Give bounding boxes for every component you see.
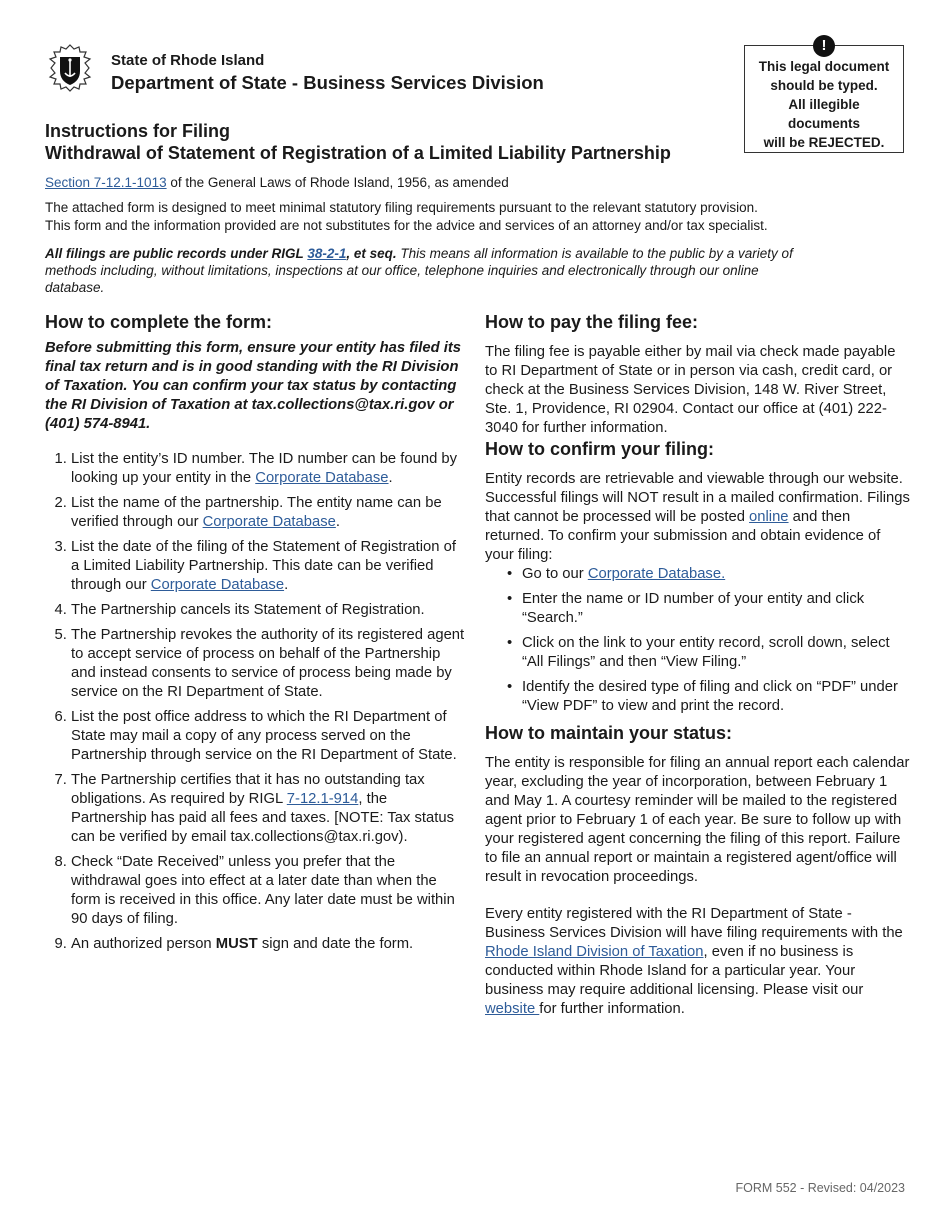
confirm-steps-list	[485, 565, 910, 716]
statute-text: of the General Laws of Rhode Island, 1956, as amended	[166, 175, 509, 190]
exclamation-icon: !	[813, 35, 835, 57]
disclaimer-line: The attached form is designed to meet minimal statutory filing requirements pursuant to the relevant statutory provision.	[45, 200, 758, 215]
step-9: 9. An authorized person MUST sign and date the form.	[71, 935, 465, 954]
corporate-database-link[interactable]: Corporate Database.	[587, 566, 726, 582]
steps-list	[45, 450, 465, 954]
confirm-step: • Identify the desired type of filing and click on “PDF” under “View PDF” to view and print the record.	[522, 678, 910, 716]
step-2: 2. List the name of the partnership. The entity name can be verified through our Corporate Database.	[71, 494, 465, 532]
warning-line: This legal document	[758, 59, 890, 74]
pay-fee-text: The filing fee is payable either by mail via check made payable to RI Department of State or in person via cash, credit card, or check at the Business Services Division, 148 W. River Street, Ste. 1, Providence, RI 02904. Contact our office at (401) 222-3040 for further information.	[485, 344, 896, 436]
page-title-line2: Withdrawal of Statement of Registration of a Limited Liability Partnership	[45, 143, 671, 163]
complete-form-heading: How to complete the form:	[45, 312, 273, 332]
step-5: 5. The Partnership revokes the authority of its registered agent to accept service of process on behalf of the Partnership and instead consents to service of process being made by service on the RI Department of State.	[71, 626, 465, 702]
corporate-database-link[interactable]: Corporate Database	[255, 470, 389, 486]
confirm-filing-text: Entity records are retrievable and viewable through our website. Successful filings will NOT result in a mailed confirmation. Filings that cannot be processed will be posted online and then returned. To confirm your submission and obtain evidence of your filing:	[485, 471, 910, 563]
right-column	[485, 311, 910, 1019]
maintain-status-heading: How to maintain your status:	[485, 723, 733, 743]
public-records-text: This means all information is available to the public by a variety of methods including, without limitations, inspections at our office, telephone inquiries and electronically through our online database.	[45, 246, 793, 295]
statute-link[interactable]: Section 7-12.1-1013	[45, 175, 167, 190]
department-name: Department of State - Business Services Division	[111, 72, 544, 93]
warning-line: All illegible	[788, 97, 860, 112]
step-3: 3. List the date of the filing of the Statement of Registration of a Limited Liability Partnership. This date can be verified through our Corporate Database.	[71, 538, 465, 595]
pay-fee-heading: How to pay the filing fee:	[485, 312, 699, 332]
confirm-step: • Enter the name or ID number of your entity and click “Search.”	[522, 590, 910, 628]
typed-warning-box	[744, 37, 904, 153]
page-title-line1: Instructions for Filing	[45, 121, 230, 141]
confirm-filing-heading: How to confirm your filing:	[485, 439, 714, 459]
confirm-step: • Go to our Corporate Database.	[522, 565, 910, 584]
disclaimer	[45, 199, 845, 235]
state-name: State of Rhode Island	[111, 52, 265, 69]
step-1: 1. List the entity’s ID number. The ID number can be found by looking up your entity in the Corporate Database.	[71, 450, 465, 488]
statute-reference	[45, 175, 509, 190]
step-8: 8. Check “Date Received” unless you prefer that the withdrawal goes into effect at a later date than when the form is received in this office. Any later date must be within 90 days of filing.	[71, 853, 465, 929]
division-of-taxation-link[interactable]: Rhode Island Division of Taxation	[485, 944, 704, 960]
rigl-7-12-1-914-link[interactable]: 7-12.1-914	[286, 791, 359, 807]
warning-line: should be typed.	[770, 78, 878, 93]
public-records-notice	[45, 245, 820, 296]
form-number-footer: FORM 552 - Revised: 04/2023	[735, 1181, 905, 1195]
tax-status-warning: Before submitting this form, ensure your entity has filed its final tax return and is in good standing with the RI Division of Taxation. You can confirm your tax status by contacting the RI Division of Taxation at tax.collections@tax.ri.gov or (401) 574-8941.	[45, 340, 462, 432]
step-6: 6. List the post office address to which the RI Department of State may mail a copy of any process served on the Partnership through service on the RI Department of State.	[71, 708, 465, 765]
corporate-database-link[interactable]: Corporate Database	[202, 514, 336, 530]
public-records-etseq: , et seq.	[346, 246, 397, 261]
complete-form-section	[45, 311, 465, 960]
state-seal-icon	[45, 43, 95, 93]
maintain-status-text: The entity is responsible for filing an annual report each calendar year, excluding the year of incorporation, between February 1 and May 1. A courtesy reminder will be mailed to the registered agent prior to February 1 of each year. Be sure to follow up with your registered agent concerning the filing of this report. Failure to file an annual report or maintain a registered agent/office will result in revocation proceedings.	[485, 755, 910, 885]
step-7: 7. The Partnership certifies that it has no outstanding tax obligations. As required by RIGL 7-12.1-914, the Partnership has paid all fees and taxes. [NOTE: Tax status can be verified by email tax.collections@tax.ri.gov).	[71, 771, 465, 847]
website-link[interactable]: website	[485, 1001, 540, 1017]
warning-line: will be REJECTED.	[763, 135, 885, 150]
online-link[interactable]: online	[749, 509, 789, 525]
public-records-bold: All filings are public records under RIGL	[45, 246, 308, 261]
rigl-38-2-1-link[interactable]: 38-2-1	[307, 246, 347, 261]
warning-line: documents	[787, 116, 860, 131]
disclaimer-line: This form and the information provided are not substitutes for the advice and services of an attorney and/or tax specialist.	[45, 218, 768, 233]
corporate-database-link[interactable]: Corporate Database	[150, 577, 285, 593]
step-4: 4. The Partnership cancels its Statement of Registration.	[71, 601, 465, 620]
filing-requirements-text: Every entity registered with the RI Department of State - Business Services Division will have filing requirements with the Rhode Island Division of Taxation, even if no business is conducted within Rhode Island for a particular year. Your business may require additional licensing. Please visit our website for further information.	[485, 906, 903, 1017]
confirm-step: • Click on the link to your entity record, scroll down, select “All Filings” and then “View Filing.”	[522, 634, 910, 672]
